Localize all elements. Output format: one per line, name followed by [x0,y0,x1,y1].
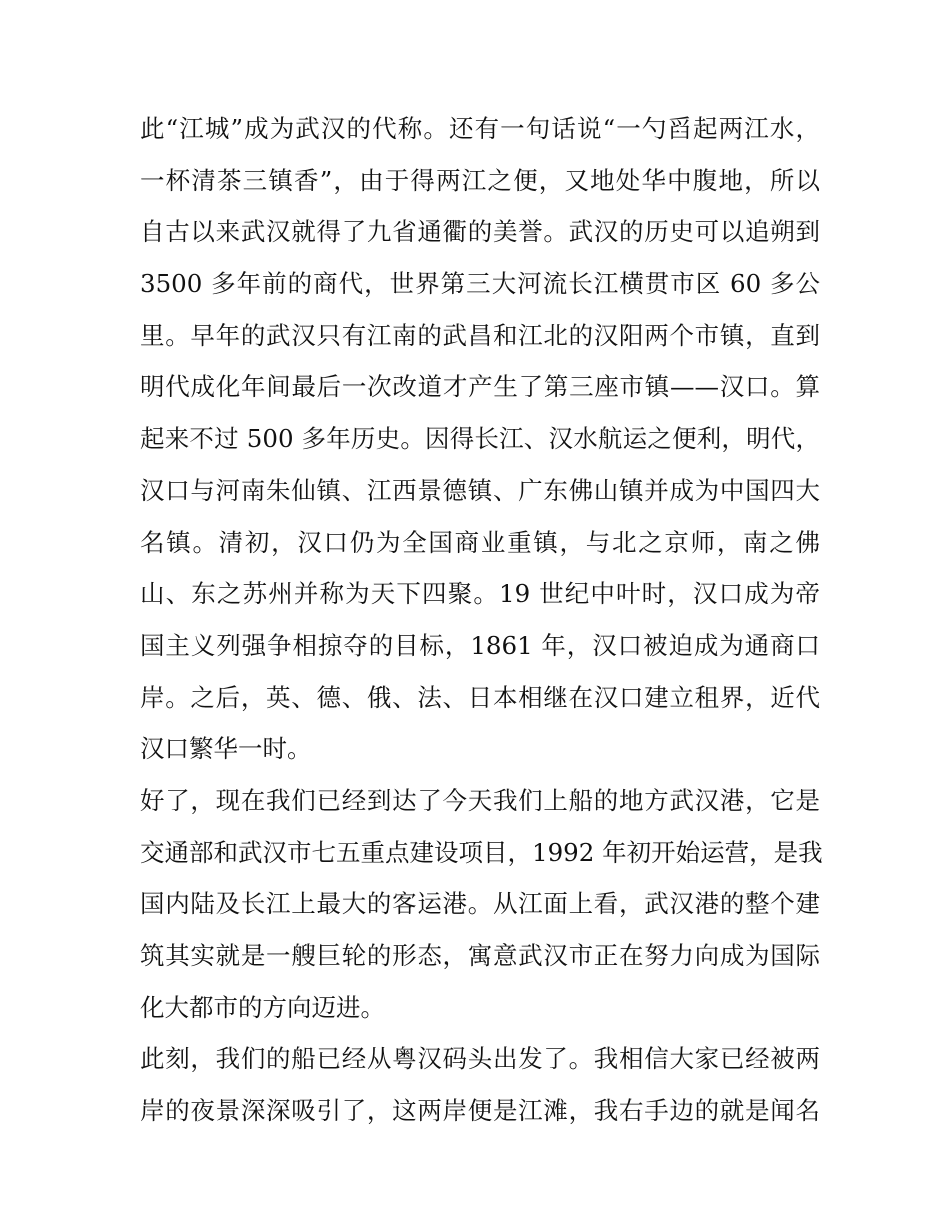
paragraph-river-night [140,1033,820,1136]
text-line: 筑其实就是一艘巨轮的形态，寓意武汉市正在努力向成为国际 [140,941,820,970]
text-line: 起来不过 500 多年历史。因得长江、汉水航运之便利，明代， [140,424,820,454]
text-line: 一杯清茶三镇香”，由于得两江之便，又地处华中腹地，所以 [140,165,820,195]
text-line: 交通部和武汉市七五重点建设项目，1992 年初开始运营，是我 [140,837,823,867]
paragraph-wuhan-history [140,103,820,775]
text-line: 好了，现在我们已经到达了今天我们上船的地方武汉港，它是 [140,785,820,815]
text-line: 此刻，我们的船已经从粤汉码头出发了。我相信大家已经被两 [140,1044,820,1074]
text-line: 汉口繁华一时。 [140,734,312,764]
text-line: 3500 多年前的商代，世界第三大河流长江横贯市区 60 多公 [140,269,820,299]
text-line: 自古以来武汉就得了九省通衢的美誉。武汉的历史可以追朔到 [140,217,820,247]
document-page [140,103,823,1137]
text-line: 国内陆及长江上最大的客运港。从江面上看，武汉港的整个建 [140,889,820,919]
text-line: 化大都市的方向迈进。 [140,992,385,1022]
text-line: 汉口与河南朱仙镇、江西景德镇、广东佛山镇并成为中国四大 [140,475,820,505]
text-line: 明代成化年间最后一次改道才产生了第三座市镇——汉口。算 [140,372,820,402]
text-line: 岸。之后，英、德、俄、法、日本相继在汉口建立租界，近代 [140,682,820,712]
text-line: 岸的夜景深深吸引了，这两岸便是江滩，我右手边的就是闻名 [140,1096,820,1126]
text-line: 名镇。清初，汉口仍为全国商业重镇，与北之京师，南之佛 [140,527,820,557]
text-line: 里。早年的武汉只有江南的武昌和江北的汉阳两个市镇，直到 [140,320,820,350]
text-line: 国主义列强争相掠夺的目标，1861 年，汉口被迫成为通商口 [140,630,820,660]
text-line: 此“江城”成为武汉的代称。还有一句话说“一勺舀起两江水， [140,114,820,143]
paragraph-wuhan-port [140,775,823,1033]
text-line: 山、东之苏州并称为天下四聚。19 世纪中叶时，汉口成为帝 [140,579,820,609]
